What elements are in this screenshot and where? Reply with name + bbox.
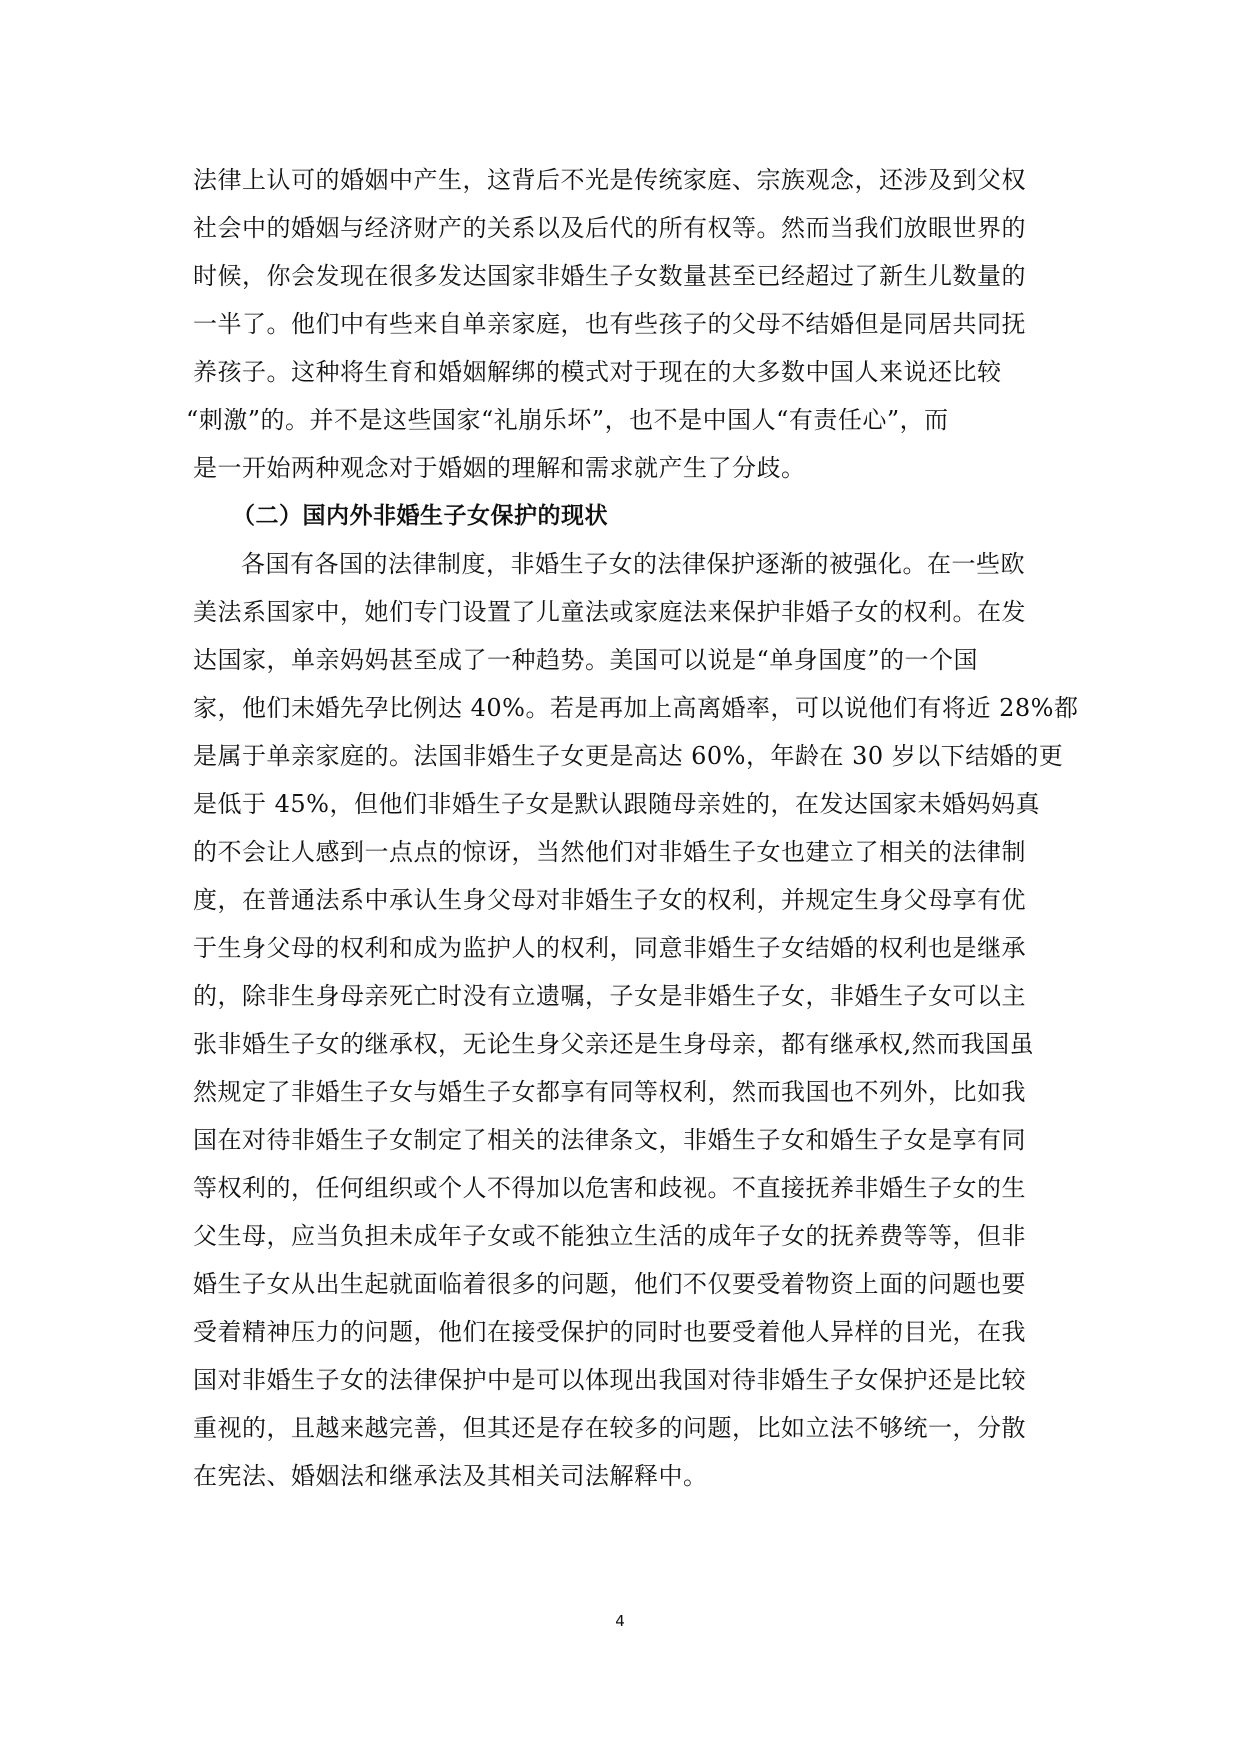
- text-line: 达国家，单亲妈妈甚至成了一种趋势。美国可以说是“单身国度”的一个国: [193, 646, 979, 674]
- text-line: 国在对待非婚生子女制定了相关的法律条文，非婚生子女和婚生子女是享有同: [193, 1126, 1026, 1154]
- section-heading: （二）国内外非婚生子女保护的现状: [232, 503, 608, 529]
- text-line: 社会中的婚姻与经济财产的关系以及后代的所有权等。然而当我们放眼世界的: [193, 214, 1026, 242]
- text-line: 时候，你会发现在很多发达国家非婚生子女数量甚至已经超过了新生儿数量的: [193, 262, 1026, 290]
- text-line: 于生身父母的权利和成为监护人的权利，同意非婚生子女结婚的权利也是继承: [193, 934, 1026, 962]
- text-line: 张非婚生子女的继承权，无论生身父亲还是生身母亲，都有继承权,然而我国虽: [193, 1030, 1035, 1058]
- text-line: 是一开始两种观念对于婚姻的理解和需求就产生了分歧。: [193, 454, 806, 482]
- text-line: “刺激”的。并不是这些国家“礼崩乐坏”，也不是中国人“有责任心”，而: [186, 406, 949, 434]
- text-line: 度，在普通法系中承认生身父母对非婚生子女的权利，并规定生身父母享有优: [193, 886, 1026, 914]
- text-line: 父生母，应当负担未成年子女或不能独立生活的成年子女的抚养费等等，但非: [193, 1222, 1026, 1250]
- text-line: 各国有各国的法律制度，非婚生子女的法律保护逐渐的被强化。在一些欧: [241, 550, 1025, 578]
- text-line: 的不会让人感到一点点的惊讶，当然他们对非婚生子女也建立了相关的法律制: [193, 838, 1026, 866]
- text-line: 法律上认可的婚姻中产生，这背后不光是传统家庭、宗族观念，还涉及到父权: [193, 166, 1026, 194]
- text-line: 是属于单亲家庭的。法国非婚生子女更是高达 60%，年龄在 30 岁以下结婚的更: [193, 742, 1064, 770]
- page-number: 4: [615, 1612, 625, 1630]
- text-line: 美法系国家中，她们专门设置了儿童法或家庭法来保护非婚子女的权利。在发: [193, 598, 1026, 626]
- text-line: 的，除非生身母亲死亡时没有立遗嘱，子女是非婚生子女，非婚生子女可以主: [193, 982, 1026, 1010]
- text-line: 受着精神压力的问题，他们在接受保护的同时也要受着他人异样的目光，在我: [193, 1318, 1026, 1346]
- text-line: 养孩子。这种将生育和婚姻解绑的模式对于现在的大多数中国人来说还比较: [193, 358, 1002, 386]
- text-line: 家，他们未婚先孕比例达 40%。若是再加上高离婚率，可以说他们有将近 28%都: [193, 694, 1079, 722]
- text-line: 在宪法、婚姻法和继承法及其相关司法解释中。: [193, 1462, 708, 1490]
- text-line: 然规定了非婚生子女与婚生子女都享有同等权利，然而我国也不列外，比如我: [193, 1078, 1026, 1106]
- text-line: 等权利的，任何组织或个人不得加以危害和歧视。不直接抚养非婚生子女的生: [193, 1174, 1026, 1202]
- text-line: 国对非婚生子女的法律保护中是可以体现出我国对待非婚生子女保护还是比较: [193, 1366, 1026, 1394]
- text-line: 重视的，且越来越完善，但其还是存在较多的问题，比如立法不够统一，分散: [193, 1414, 1026, 1442]
- text-line: 婚生子女从出生起就面临着很多的问题，他们不仅要受着物资上面的问题也要: [193, 1270, 1026, 1298]
- text-line: 一半了。他们中有些来自单亲家庭，也有些孩子的父母不结婚但是同居共同抚: [193, 310, 1026, 338]
- text-line: 是低于 45%，但他们非婚生子女是默认跟随母亲姓的，在发达国家未婚妈妈真: [193, 790, 1040, 818]
